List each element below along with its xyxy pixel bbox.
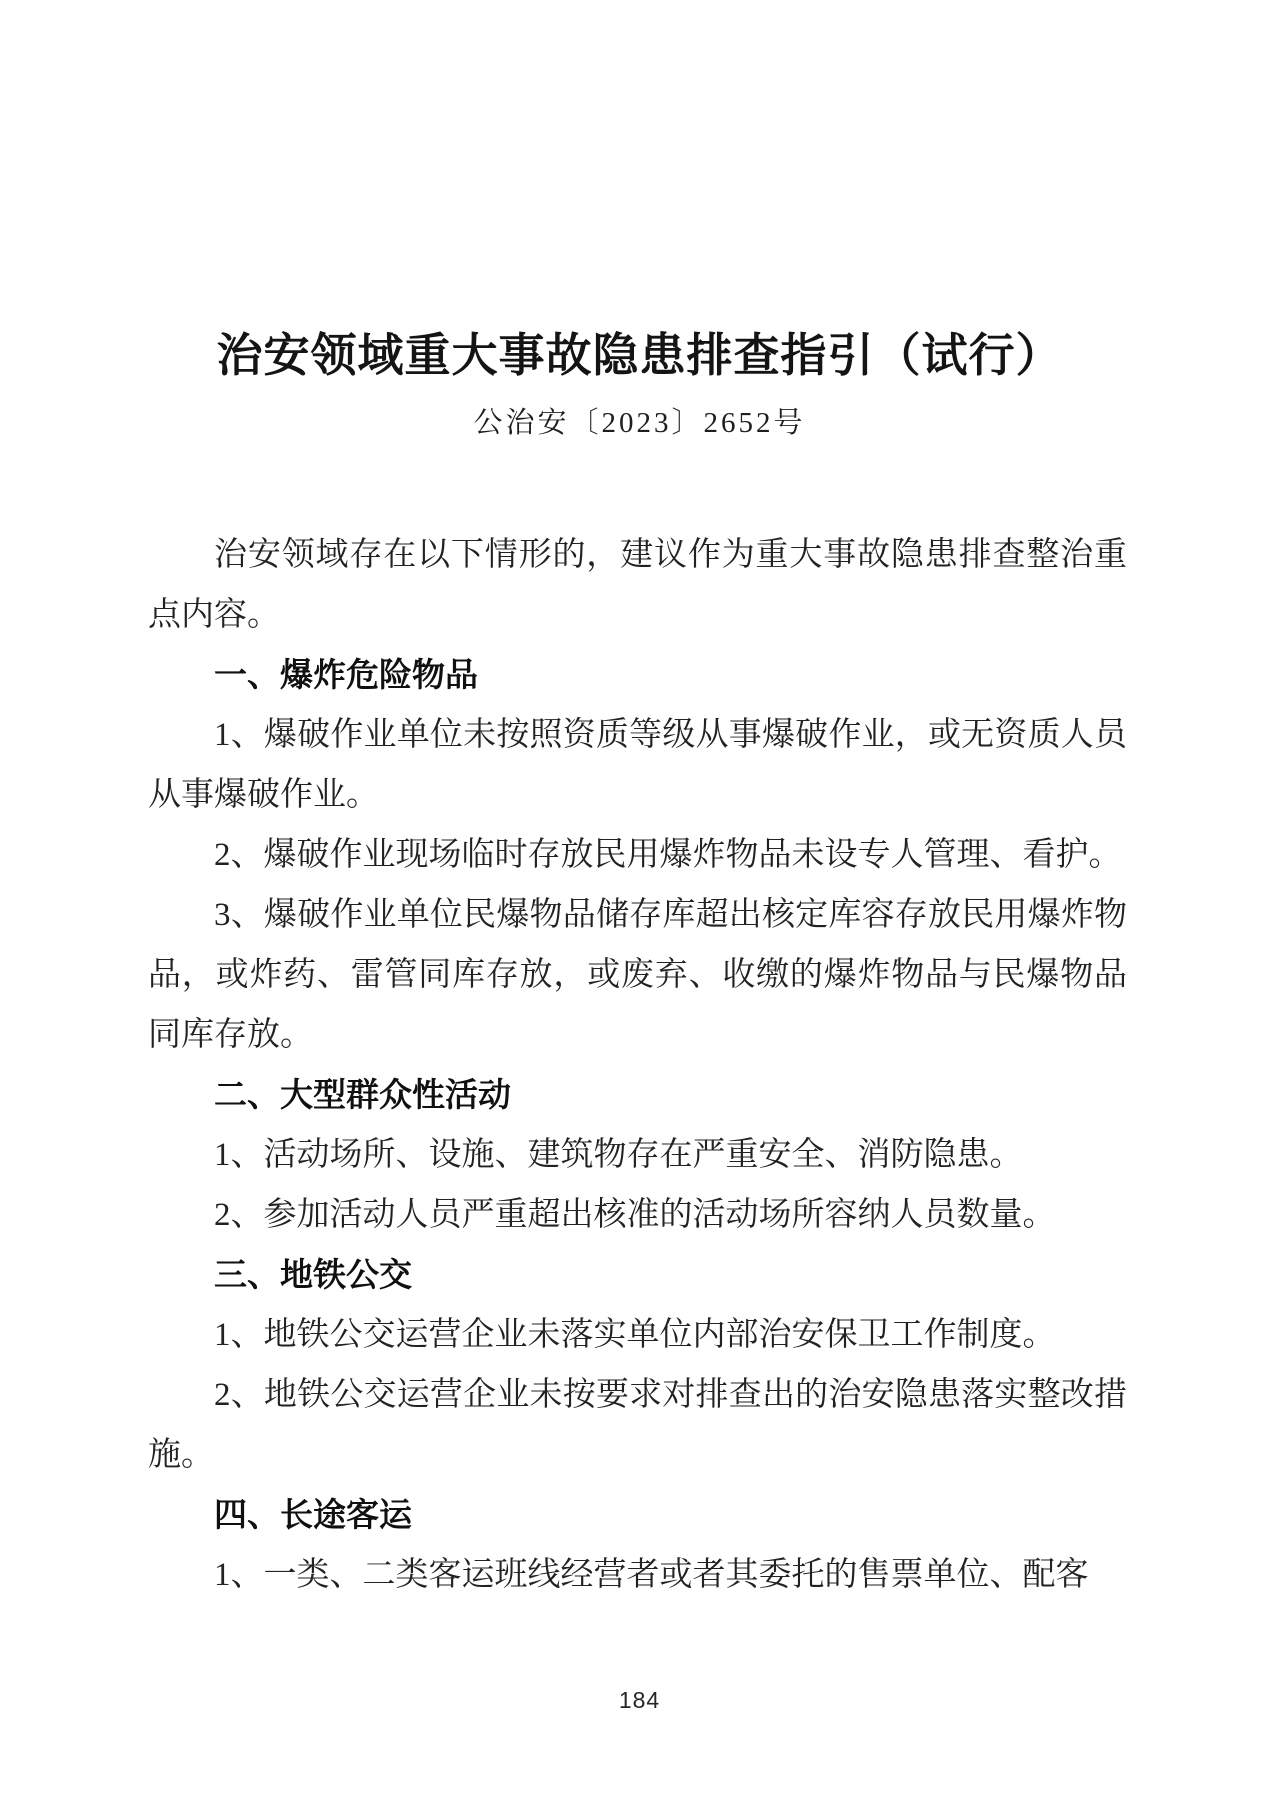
document-number: 公治安〔2023〕2652号 <box>473 407 806 440</box>
section-heading-explosives: 一、爆炸危险物品 <box>214 656 478 694</box>
intro-paragraph: 治安领域存在以下情形的，建议作为重大事故隐患排查整治重点内容。 <box>148 537 1127 634</box>
section-metro-bus-item-1: 1、地铁公交运营企业未落实单位内部治安保卫工作制度。 <box>214 1317 1056 1354</box>
document-body <box>148 525 1127 1605</box>
section-heading-long-distance-transport: 四、长途客运 <box>214 1496 412 1534</box>
document-title: 治安领域重大事故隐患排查指引（试行） <box>216 330 1063 381</box>
section-explosives-item-2: 2、爆破作业现场临时存放民用爆炸物品未设专人管理、看护。 <box>214 837 1122 874</box>
section-heading-mass-events: 二、大型群众性活动 <box>214 1076 511 1114</box>
section-long-distance-transport-item-1: 1、一类、二类客运班线经营者或者其委托的售票单位、配客 <box>214 1557 1089 1594</box>
section-mass-events-item-1: 1、活动场所、设施、建筑物存在严重安全、消防隐患。 <box>214 1137 1023 1174</box>
section-metro-bus-item-2: 2、地铁公交运营企业未按要求对排查出的治安隐患落实整改措施。 <box>148 1377 1127 1474</box>
section-explosives-item-1: 1、爆破作业单位未按照资质等级从事爆破作业，或无资质人员从事爆破作业。 <box>148 717 1127 814</box>
section-explosives-item-3: 3、爆破作业单位民爆物品储存库超出核定库容存放民用爆炸物品，或炸药、雷管同库存放，或废弃、收缴的爆炸物品与民爆物品同库存放。 <box>148 897 1127 1054</box>
section-heading-metro-bus: 三、地铁公交 <box>214 1256 412 1294</box>
section-mass-events-item-2: 2、参加活动人员严重超出核准的活动场所容纳人员数量。 <box>214 1197 1056 1234</box>
page-number: 184 <box>618 1687 661 1713</box>
